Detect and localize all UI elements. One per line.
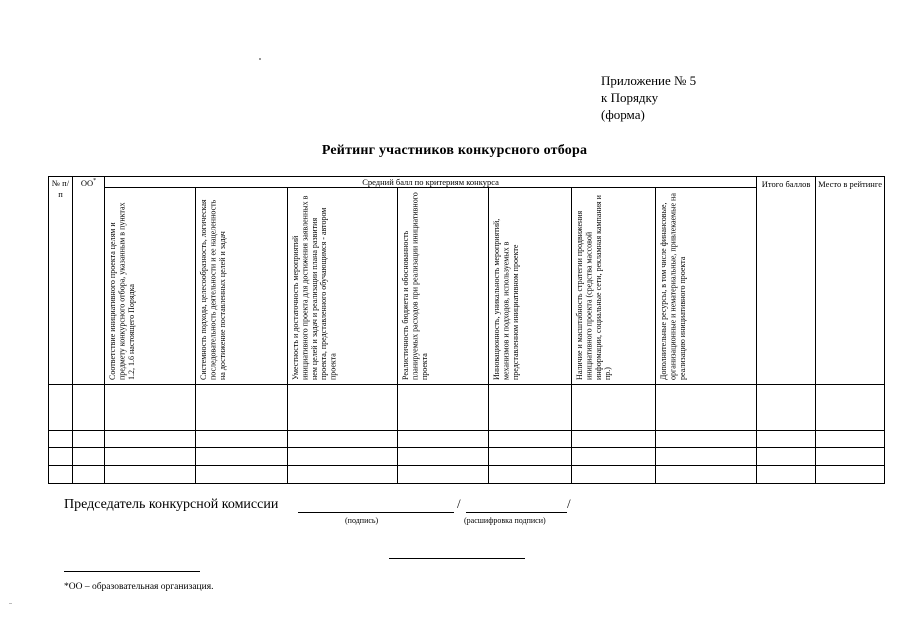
signature-line <box>298 512 454 513</box>
table-cell <box>49 385 73 431</box>
table-row <box>49 466 885 484</box>
header-oo-label: ОО <box>80 178 94 188</box>
header-average-score: Средний балл по критериям конкурса <box>105 177 757 188</box>
table-cell <box>489 431 572 448</box>
table-cell <box>572 448 656 466</box>
table-cell <box>398 431 489 448</box>
table-cell <box>398 385 489 431</box>
appendix-line-2: к Порядку <box>601 90 659 105</box>
table-cell <box>757 431 816 448</box>
table-cell <box>656 385 757 431</box>
header-num: № п/ п <box>49 177 73 385</box>
table-cell <box>656 448 757 466</box>
rating-table <box>48 176 885 484</box>
signature-decode-line <box>466 512 567 513</box>
table-cell <box>572 466 656 484</box>
appendix-line-3: (форма) <box>601 107 645 122</box>
criterion-text: Системность подхода, целесообразность, логическая последовательность деятельности и ее нацеленность на достижение поставленных целей и задач <box>199 199 227 380</box>
criterion-text: Наличие и масштабность стратегии продвижения инициативного проекта (средства массовой информации, социальные сети, рекламная кампания и пр.) <box>575 195 613 380</box>
footnote-divider <box>64 571 200 572</box>
table-row <box>49 431 885 448</box>
table-cell <box>757 466 816 484</box>
header-oo-footnote-mark: * <box>93 178 97 185</box>
table-cell <box>398 466 489 484</box>
table-cell <box>105 431 196 448</box>
criterion-header <box>398 188 489 385</box>
table-cell <box>49 466 73 484</box>
header-place: Место в рейтинге <box>816 177 885 385</box>
table-cell <box>196 448 288 466</box>
caption-signature-decode: (расшифровка подписи) <box>464 516 546 525</box>
criterion-text: Реалистичность бюджета и обоснованность планируемых расходов при реализации инициативного проекта <box>401 192 429 380</box>
table-cell <box>73 466 105 484</box>
table-row <box>49 385 885 431</box>
table-cell <box>816 448 885 466</box>
criterion-text: Уместность и достаточность мероприятий инициативного проекта для достижения заявленных в нем целей и задач и реализации плана развития проекта, представленного обучающимся - автором проекта <box>291 195 338 380</box>
table-cell <box>288 448 398 466</box>
table-cell <box>757 385 816 431</box>
table-cell <box>572 385 656 431</box>
criterion-header <box>105 188 196 385</box>
table-cell <box>816 431 885 448</box>
table-cell <box>196 385 288 431</box>
table-cell <box>656 466 757 484</box>
appendix-block <box>601 72 696 123</box>
appendix-line-1: Приложение № 5 <box>601 73 697 88</box>
table-cell <box>288 431 398 448</box>
criterion-header <box>196 188 288 385</box>
table-cell <box>288 385 398 431</box>
table-cell <box>398 448 489 466</box>
scan-mark <box>9 603 12 604</box>
criterion-text: Соответствие инициативного проекта целям и предмету конкурсного отбора, указанным в пунктах 1.2, 1.6 настоящего Порядка <box>108 202 136 380</box>
caption-signature: (подпись) <box>345 516 379 525</box>
table-cell <box>656 431 757 448</box>
table-cell <box>73 448 105 466</box>
table-cell <box>105 448 196 466</box>
criterion-header <box>489 188 572 385</box>
header-total: Итого баллов <box>757 177 816 385</box>
chairman-label: Председатель конкурсной комиссии <box>64 497 279 512</box>
table-cell <box>489 448 572 466</box>
table-cell <box>816 385 885 431</box>
document-title: Рейтинг участников конкурсного отбора <box>321 143 588 158</box>
header-oo <box>73 177 105 385</box>
table-cell <box>105 385 196 431</box>
table-row <box>49 448 885 466</box>
table-cell <box>816 466 885 484</box>
table-cell <box>73 431 105 448</box>
table-cell <box>489 385 572 431</box>
table-cell <box>49 431 73 448</box>
scan-dot <box>259 58 261 60</box>
criterion-text: Дополнительные ресурсы, в том числе финансовые, организационные и нематериальные, привлекаемые на реализацию инициативного проекта <box>659 193 687 380</box>
table-cell <box>49 448 73 466</box>
table-cell <box>196 466 288 484</box>
criterion-text: Инновационность, уникальность мероприятий, механизмов и подходов, используемых в представленном инициативном проекте <box>492 218 520 380</box>
table-cell <box>105 466 196 484</box>
table-cell <box>572 431 656 448</box>
signature-slash: / <box>567 496 571 511</box>
header-row-1 <box>49 177 885 188</box>
table-cell <box>757 448 816 466</box>
table-cell <box>73 385 105 431</box>
table-cell <box>196 431 288 448</box>
criterion-header <box>656 188 757 385</box>
divider <box>389 558 525 559</box>
table-cell <box>489 466 572 484</box>
criterion-header <box>572 188 656 385</box>
signature-slash: / <box>457 496 461 511</box>
table-cell <box>288 466 398 484</box>
footnote: *ОО – образовательная организация. <box>64 582 214 592</box>
criterion-header <box>288 188 398 385</box>
